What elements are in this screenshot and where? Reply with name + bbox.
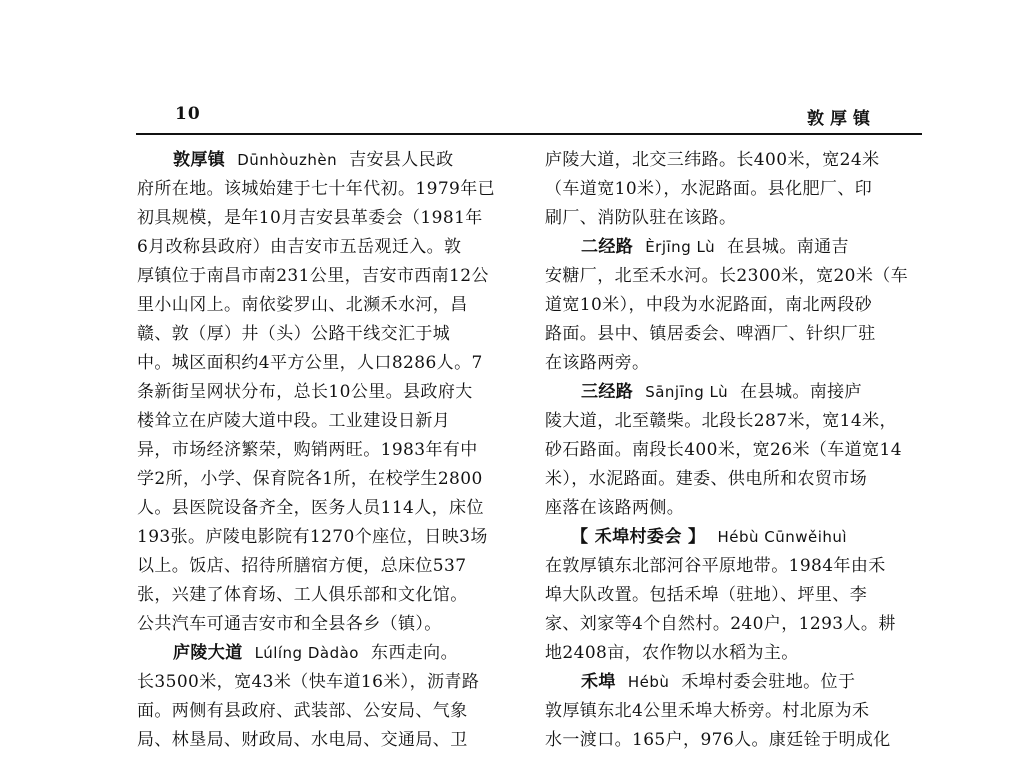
- text-line: 刷厂、消防队驻在该路。: [545, 208, 737, 228]
- entry-hebucun-head: [545, 523, 915, 552]
- text-line: 初具规模，是年10月吉安县革委会（1981年: [137, 208, 483, 228]
- left-column: [137, 146, 507, 768]
- text-line: 府所在地。该城始建于七十年代初。1979年已: [137, 179, 496, 199]
- text-line: 学2所，小学、保育院各1所，在校学生2800: [137, 469, 483, 489]
- text-line: 6月改称县政府）由吉安市五岳观迁入。敦: [137, 237, 462, 257]
- text-line: 张，兴建了体育场、工人俱乐部和文化馆。: [137, 585, 468, 605]
- text-line: 异，市场经济繁荣，购销两旺。1983年有中: [137, 440, 478, 460]
- entry-text: 东西走向。: [370, 643, 458, 663]
- text-line: 公共汽车可通吉安市和全县各乡（镇）。: [137, 614, 442, 634]
- text-line: 水一渡口。165户，976人。康廷铨于明成化: [545, 730, 891, 750]
- entry-dunhouzhen-head: [137, 146, 507, 175]
- text-line: （车道宽10米），水泥路面。县化肥厂、印: [545, 179, 873, 199]
- text-line: 条新街呈网状分布，总长10公里。县政府大: [137, 382, 473, 402]
- entry-pinyin: Lúlíng Dàdào: [254, 644, 359, 662]
- entry-term: 【 禾埠村委会 】: [571, 527, 706, 547]
- entry-term: 庐陵大道: [173, 643, 243, 663]
- text-line: 在敦厚镇东北部河谷平原地带。1984年由禾: [545, 556, 886, 576]
- text-line: 地2408亩，农作物以水稻为主。: [545, 643, 799, 663]
- header-rule: [136, 133, 922, 135]
- entry-text: 在县城。南接庐: [740, 382, 862, 402]
- text-line: 中。城区面积约4平方公里，人口8286人。7: [137, 353, 483, 373]
- entry-text: 禾埠村委会驻地。位于: [681, 672, 856, 692]
- text-line: 座落在该路两侧。: [545, 498, 685, 518]
- text-line: 路面。县中、镇居委会、啤酒厂、针织厂驻: [545, 324, 876, 344]
- entry-luling-dadao-head: [137, 639, 507, 668]
- text-line: 安糖厂，北至禾水河。长2300米，宽20米（车: [545, 266, 909, 286]
- text-line: 楼耸立在庐陵大道中段。工业建设日新月: [137, 411, 451, 431]
- entry-hebu-head: [545, 668, 915, 697]
- text-line: 在该路两旁。: [545, 353, 650, 373]
- page-number: 10: [175, 104, 201, 124]
- entry-term: 三经路: [581, 382, 634, 402]
- text-line: 以上。饭店、招待所膳宿方便，总床位537: [137, 556, 467, 576]
- text-line: 赣、敦（厚）井（头）公路干线交汇于城: [137, 324, 451, 344]
- entry-sanjinglu-head: [545, 378, 915, 407]
- text-line: 面。两侧有县政府、武装部、公安局、气象: [137, 701, 468, 721]
- entry-text: 在县城。南通吉: [727, 237, 849, 257]
- text-line: 里小山冈上。南依娑罗山、北濒禾水河，昌: [137, 295, 468, 315]
- entry-pinyin: Hébù: [627, 673, 670, 691]
- text-line: 家、刘家等4个自然村。240户，1293人。耕: [545, 614, 896, 634]
- entry-pinyin: Sānjīng Lù: [645, 383, 729, 401]
- text-line: 庐陵大道，北交三纬路。长400米，宽24米: [545, 150, 880, 170]
- running-head: 敦厚镇: [807, 109, 876, 129]
- text-line: 193张。庐陵电影院有1270个座位，日映3场: [137, 527, 488, 547]
- right-column: [545, 146, 915, 768]
- text-line: 陵大道，北至赣柴。北段长287米，宽14米，: [545, 411, 897, 431]
- entry-pinyin: Èrjīng Lù: [645, 238, 716, 256]
- entry-term: 敦厚镇: [173, 150, 226, 170]
- text-line: 砂石路面。南段长400米，宽26米（车道宽14: [545, 440, 902, 460]
- text-line: 道宽10米），中段为水泥路面，南北两段砂: [545, 295, 873, 315]
- text-line: 厚镇位于南昌市南231公里，吉安市西南12公: [137, 266, 489, 286]
- text-line: 埠大队改置。包括禾埠（驻地）、坪里、李: [545, 585, 868, 605]
- text-line: 米），水泥路面。建委、供电所和农贸市场: [545, 469, 868, 489]
- text-line: 局、林垦局、财政局、水电局、交通局、卫: [137, 730, 468, 750]
- entry-erjinglu-head: [545, 233, 915, 262]
- text-line: 敦厚镇东北4公里禾埠大桥旁。村北原为禾: [545, 701, 870, 721]
- text-line: 长3500米，宽43米（快车道16米），沥青路: [137, 672, 480, 692]
- text-line: 人。县医院设备齐全，医务人员114人，床位: [137, 498, 484, 518]
- entry-pinyin: Hébù Cūnwěihuì: [717, 528, 848, 546]
- entry-text: 吉安县人民政: [349, 150, 454, 170]
- entry-term: 禾埠: [581, 672, 616, 692]
- entry-term: 二经路: [581, 237, 634, 257]
- entry-pinyin: Dūnhòuzhèn: [237, 151, 338, 169]
